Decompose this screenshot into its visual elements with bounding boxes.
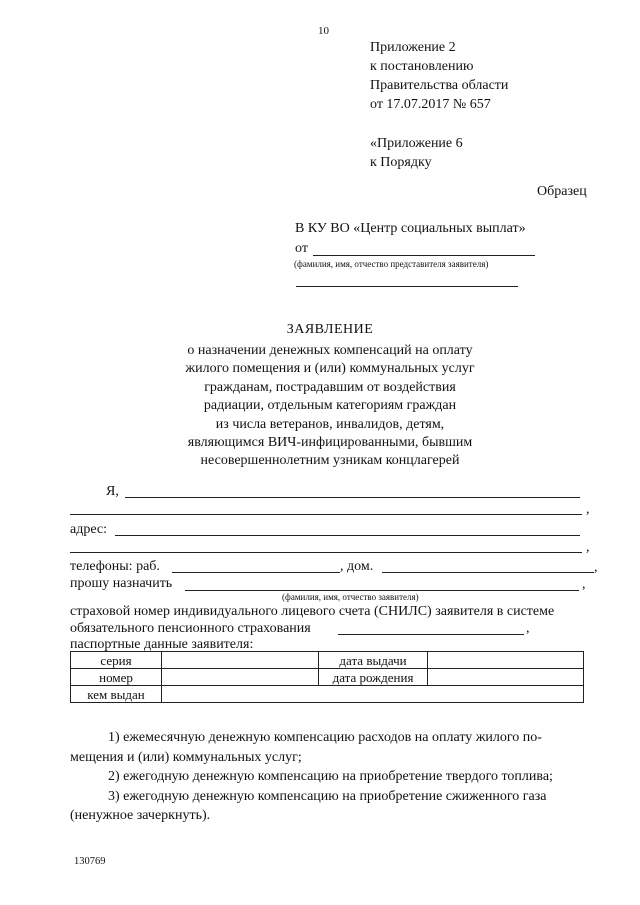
i-label: Я, — [106, 484, 119, 499]
from-field[interactable] — [313, 255, 535, 256]
name-field[interactable] — [125, 497, 580, 498]
table-row — [71, 686, 584, 703]
birth-date-field[interactable] — [428, 669, 584, 686]
title-line: радиации, отдельным категориям граждан — [203, 398, 457, 414]
request-label: прошу назначить — [70, 576, 173, 591]
option-3-cont: (ненужное зачеркнуть). — [70, 808, 211, 823]
comma: , — [594, 560, 598, 575]
appendix-line: Правительства области — [370, 78, 509, 93]
title-line: гражданам, пострадавшим от воздействия — [204, 379, 456, 395]
document-code: 130769 — [74, 856, 106, 867]
issued-by-label: кем выдан — [71, 686, 162, 703]
address-label: адрес: — [70, 522, 108, 537]
passport-label: паспортные данные заявителя: — [70, 637, 254, 652]
table-row — [71, 652, 584, 669]
series-field[interactable] — [162, 652, 319, 669]
snils-field[interactable] — [338, 634, 524, 635]
appendix6-line: к Порядку — [370, 155, 432, 170]
issue-date-field[interactable] — [428, 652, 584, 669]
comma: , — [586, 502, 590, 517]
address-field[interactable] — [115, 535, 580, 536]
appendix-line: Приложение 2 — [370, 40, 456, 55]
issued-by-field[interactable] — [162, 686, 584, 703]
table-row — [71, 669, 584, 686]
option-1[interactable]: 1) ежемесячную денежную компенсацию расходов на оплату жилого по- — [108, 730, 542, 745]
series-label: серия — [71, 652, 162, 669]
document-title: ЗАЯВЛЕНИЕ — [286, 322, 374, 337]
title-line: жилого помещения и (или) коммунальных услуг — [185, 361, 475, 377]
page-number: 10 — [318, 25, 329, 37]
phones-label: телефоны: раб. — [70, 559, 160, 574]
appendix-line: от 17.07.2017 № 657 — [370, 97, 491, 112]
passport-table — [70, 651, 584, 703]
from-hint: (фамилия, имя, отчество представителя заявителя) — [294, 259, 489, 269]
appendix6-line: «Приложение 6 — [370, 136, 463, 151]
number-label: номер — [71, 669, 162, 686]
title-line: о назначении денежных компенсаций на оплату — [187, 343, 473, 358]
option-3[interactable]: 3) ежегодную денежную компенсацию на приобретение сжиженного газа — [108, 788, 547, 804]
home-phone-label: , дом. — [340, 559, 374, 574]
applicant-name-field[interactable] — [185, 590, 579, 591]
title-line: являющимся ВИЧ-инфицированными, бывшим — [187, 435, 473, 451]
sample-label: Образец — [537, 184, 587, 199]
address-field-2[interactable] — [70, 552, 582, 553]
request-hint: (фамилия, имя, отчество заявителя) — [282, 592, 419, 602]
option-1-cont: мещения и (или) коммунальных услуг; — [70, 749, 302, 765]
snils-text: страховой номер индивидуального лицевого счета (СНИЛС) заявителя в системе — [70, 604, 555, 619]
title-subheading — [140, 342, 520, 471]
birth-date-label: дата рождения — [319, 669, 428, 686]
addressee-to: В КУ ВО «Центр социальных выплат» — [295, 221, 526, 236]
comma: , — [586, 540, 590, 555]
comma: , — [582, 577, 586, 592]
options-list — [70, 728, 598, 826]
appendix-line: к постановлению — [370, 59, 474, 74]
home-phone-field[interactable] — [382, 572, 594, 573]
number-field[interactable] — [162, 669, 319, 686]
option-2[interactable]: 2) ежегодную денежную компенсацию на приобретение твердого топлива; — [108, 769, 553, 784]
comma: , — [526, 621, 530, 636]
appendix6-block — [370, 134, 463, 172]
issue-date-label: дата выдачи — [319, 652, 428, 669]
name-field-2[interactable] — [70, 514, 582, 515]
from-field-2[interactable] — [296, 286, 518, 287]
addressee-from-label: от — [295, 241, 308, 256]
appendix-block — [370, 38, 508, 114]
title-line: несовершеннолетним узникам концлагерей — [200, 453, 460, 469]
work-phone-field[interactable] — [172, 572, 340, 573]
title-line: из числа ветеранов, инвалидов, детям, — [215, 416, 445, 432]
snils-text-2: обязательного пенсионного страхования — [70, 621, 311, 636]
